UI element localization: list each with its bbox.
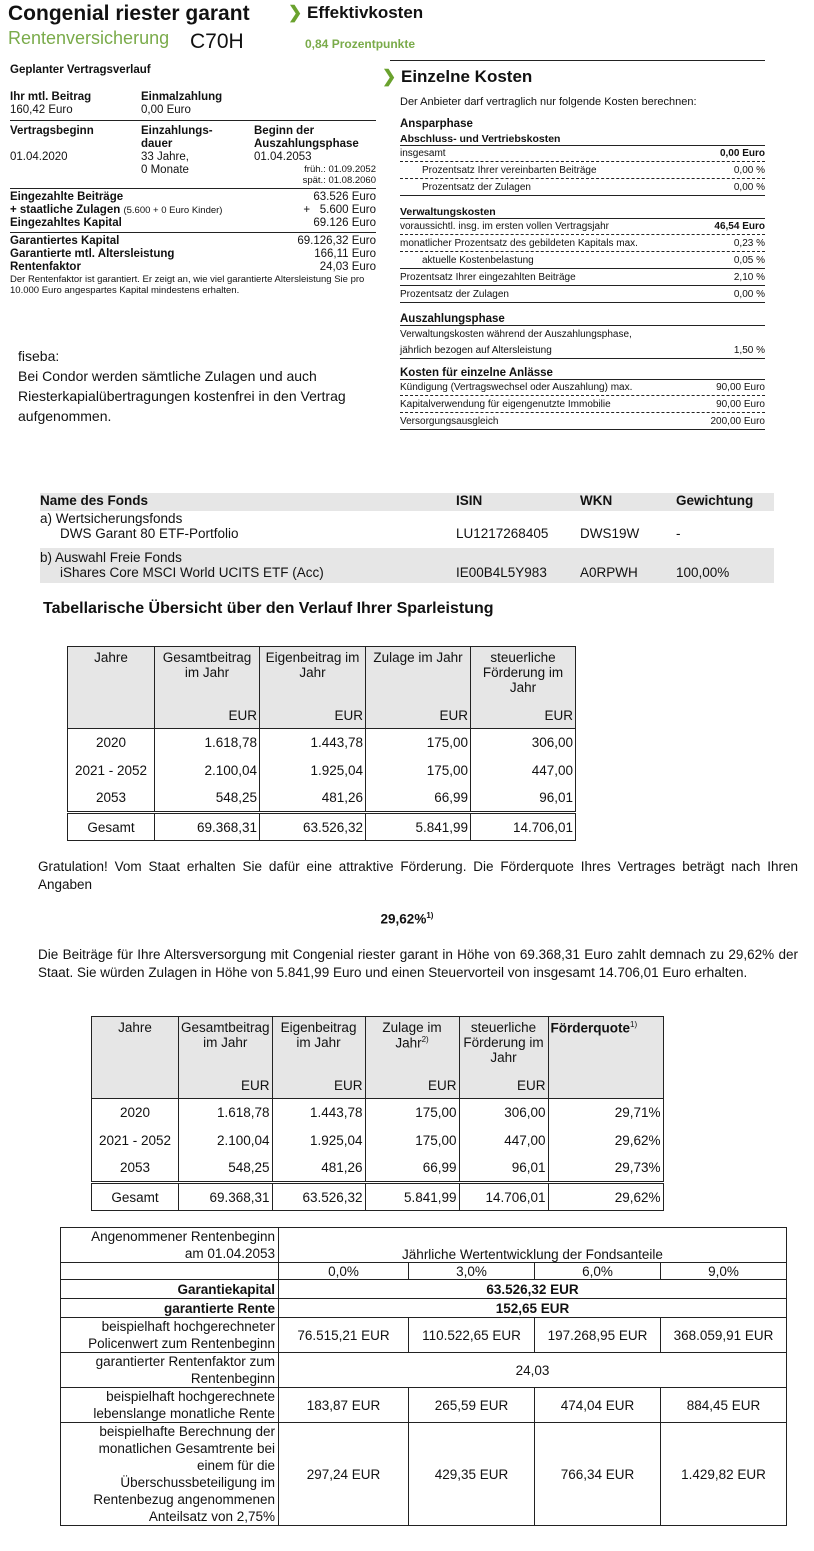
table-row: 2020 1.618,78 1.443,78 175,00 306,00 [68,729,576,757]
table-row: beispielhaft hochgerechneter Policenwert zum Rentenbeginn 76.515,21 EUR 110.522,65 EUR 197.268,95 EUR 368.059,91 EUR [61,1318,787,1353]
table-row: Garantiekapital 63.526,32 EUR [61,1280,787,1299]
table-row: 2020 1.618,78 1.443,78 175,00 306,00 29,71% [92,1099,664,1127]
product-title: Congenial riester garant [8,2,250,25]
col-header: Name des Fonds [40,493,149,508]
savings-table [67,646,576,841]
col-header: ISIN [456,493,483,508]
col-header: WKN [580,493,613,508]
divider [10,232,376,296]
row-value: 0,00 Euro [719,148,765,159]
kosten-row [400,286,765,303]
row-value: 0,00 % [733,164,765,176]
fund-row [40,565,774,583]
einmal-label: Einmalzahlung [141,91,223,103]
row-label: voraussichtl. insg. im ersten vollen Vertragsjahr [400,221,609,232]
kosten-row [400,269,765,286]
row-value: 1,50 % [733,344,765,356]
table-row: 2053 548,25 481,26 66,99 96,01 [68,785,576,813]
table-row: beispielhafte Berechnung der monatlichen Gesamtrente bei einem für die Überschussbeteiligung im Rentenbezug angenommenen Anteilsatz von 2,75% 297,24 EUR 429,35 EUR 766,34 EUR 1.429,82 EUR [61,1423,787,1526]
fund-wkn: A0RPWH [580,565,638,580]
dauer-value-2: 0 Monate [141,164,189,176]
chevron-right-icon: ❯ [288,3,303,22]
garkap-value: 69.126,32 Euro [297,235,376,247]
zulagen-note: (5.600 + 0 Euro Kinder) [123,205,223,216]
effektivkosten-value: 0,84 Prozentpunkte [305,37,416,51]
table-total-row: Gesamt 69.368,31 63.526,32 5.841,99 14.706,01 [68,813,576,841]
span-header: Jährliche Wertentwicklung der Fondsanteile [279,1228,787,1263]
plan-section [10,64,376,296]
frueh-date: früh.: 01.09.2052 [304,164,376,175]
col-header: Gesamtbeitrag im Jahr EUR [155,647,260,729]
col-header: Eigenbeitrag im Jahr EUR [260,647,366,729]
garmtl-value: 166,11 Euro [314,248,376,260]
garkap-label: Garantiertes Kapital [10,235,120,247]
ausz-label-2: Auszahlungsphase [254,138,359,150]
row-label: jährlich bezogen auf Altersleistung [400,344,552,356]
dauer-label: Einzahlungs- [141,125,213,137]
fund-group-b-block [40,548,774,583]
abschluss-heading: Abschluss- und Vertriebskosten [400,133,561,145]
kapital-label: Eingezahltes Kapital [10,217,122,229]
zulagen-label: + staatliche Zulagen [10,204,121,216]
gratulation-text: Gratulation! Vom Staat erhalten Sie dafür eine attraktive Förderung. Die Förderquote Ihres Vertrages beträgt nach Ihren Angaben [38,859,798,892]
row-value: 90,00 Euro [716,382,765,393]
eingezahlt-label: Eingezahlte Beiträge [10,191,124,203]
table-header-row [68,647,576,729]
foerderquote-value: 29,62%$^{1)}$ [380,911,434,927]
fund-name: DWS Garant 80 ETF-Portfolio [60,526,239,541]
col-header: Gewichtung [676,493,754,508]
einmal-value: 0,00 Euro [141,104,191,116]
row-label: Kapitalverwendung für eigengenutzte Immobilie [400,398,611,410]
table-row: garantierte Rente 152,65 EUR [61,1299,787,1318]
kosten-row [400,218,765,235]
row-value: 0,23 % [733,237,765,249]
row-value: 0,05 % [733,254,765,266]
fiseba-label: fiseba: [18,348,60,364]
table-row: 2021 - 2052 2.100,04 1.925,04 175,00 447,00 [68,757,576,785]
table-row: 2053 548,25 481,26 66,99 96,01 29,73% [92,1155,664,1183]
kapital-value: 69.126 Euro [313,217,376,229]
eingezahlt-value: 63.526 Euro [313,191,376,203]
fund-group-b: b) Auswahl Freie Fonds [40,550,182,565]
tariff-code: C70H [190,30,244,53]
auszahlungsphase-heading: Auszahlungsphase [400,313,505,325]
beitrag-value: 160,42 Euro [10,104,73,116]
fiseba-text: Bei Condor werden sämtliche Zulagen und auch Riesterkapialübertragungen kostenfrei in den Vertrag aufgenommen. [18,368,346,424]
col-header: Gesamtbeitrag im Jahr EUR [179,1017,273,1099]
kosten-row [400,252,765,269]
kosten-row [400,325,765,342]
kosten-row [400,179,765,196]
row-value: 0,00 % [733,181,765,193]
col-header: Eigenbeitrag im Jahr EUR [272,1017,365,1099]
table-row: 0,0% 3,0% 6,0% 9,0% [61,1263,787,1280]
fund-row [40,526,774,548]
kosten-row [400,342,765,359]
kosten-section [382,60,765,430]
col-header: Jahre [68,647,155,729]
dauer-label-2: dauer [141,138,173,150]
spaet-date: spät.: 01.08.2060 [302,175,376,186]
kosten-row [400,379,765,396]
verwaltung-heading: Verwaltungskosten [400,206,496,218]
table-total-row: Gesamt 69.368,31 63.526,32 5.841,99 14.706,01 29,62% [92,1183,664,1211]
kosten-heading [382,67,765,87]
ausz-label: Beginn der [254,125,315,137]
row-value: 46,54 Euro [714,221,765,232]
kosten-intro: Der Anbieter darf vertraglich nur folgende Kosten berechnen: [400,96,697,108]
beitrag-label: Ihr mtl. Beitrag [10,91,92,103]
fund-name: iShares Core MSCI World UCITS ETF (Acc) [60,565,324,580]
kosten-row [400,413,765,430]
fund-isin: LU1217268405 [456,526,549,541]
col-header: Jahre [92,1017,179,1099]
row-label: Prozentsatz Ihrer vereinbarten Beiträge [422,164,597,176]
effektivkosten-heading [288,3,423,23]
row-label: aktuelle Kostenbelastung [422,254,534,266]
row-label: Prozentsatz Ihrer eingezahlten Beiträge [400,271,576,283]
row-value: 90,00 Euro [716,398,765,410]
table-row: 2021 - 2052 2.100,04 1.925,04 175,00 447,00 29,62% [92,1127,664,1155]
fund-group-a: a) Wertsicherungsfonds [40,511,183,526]
row-label: insgesamt [400,148,446,159]
overview-title: Tabellarische Übersicht über den Verlauf Ihrer Sparleistung [43,600,494,617]
kosten-row [400,145,765,162]
anlaesse-heading: Kosten für einzelne Anlässe [400,367,553,379]
col-header: Förderquote$^{1)}$ [548,1017,663,1099]
fund-isin: IE00B4L5Y983 [456,565,547,580]
col-header: Zulage im Jahr$^{2)}$ EUR [365,1017,459,1099]
row-label: Kündigung (Vertragswechsel oder Auszahlung) max. [400,382,633,393]
chevron-right-icon: ❯ [382,67,397,86]
ansparphase-heading: Ansparphase [400,118,473,130]
row-label: monatlicher Prozentsatz des gebildeten Kapitals max. [400,237,638,249]
row-label: Prozentsatz der Zulagen [400,288,509,300]
divider [10,120,376,186]
projection-table [60,1227,787,1526]
divider [10,188,376,230]
table-row: beispielhaft hochgerechnete lebenslange monatliche Rente 183,87 EUR 265,59 EUR 474,04 EUR 884,45 EUR [61,1388,787,1423]
table-row [61,1228,787,1263]
col-header: steuerliche Förderung im Jahr EUR [471,647,576,729]
effektivkosten-title: Effektivkosten [306,3,424,22]
row-label: Verwaltungskosten während der Auszahlungsphase, [400,328,632,340]
beitraege-text: Die Beiträge für Ihre Altersversorgung mit Congenial riester garant in Höhe von 69.368,31 Euro zahlt demnach zu 29,62% der Staat. Sie würden Zulagen in Höhe von 5.841,99 Euro und einen Steuervorteil von insgesamt 14.706,01 Euro erhalten. [38,947,798,980]
rf-label: Rentenfaktor [10,261,81,273]
fiseba-note [18,346,398,426]
rf-note: Der Rentenfaktor ist garantiert. Er zeigt an, wie viel garantierte Altersleistung Sie pro 10.000 Euro angespartes Kapital mindestens erhalten. [10,274,365,296]
col-header: Zulage im Jahr EUR [366,647,471,729]
kosten-row [400,162,765,179]
row-value: 0,00 % [733,288,765,300]
funds-table [40,493,774,583]
row-label: Angenommener Rentenbeginn am 01.04.2053 [61,1228,279,1263]
zulagen-value: + 5.600 Euro [303,204,376,216]
row-value: 2,10 % [733,271,765,283]
funds-header [40,493,774,511]
col-header: steuerliche Förderung im Jahr EUR [459,1017,548,1099]
table-header-row [92,1017,664,1099]
row-value: 200,00 Euro [710,415,765,427]
rf-value: 24,03 Euro [319,261,376,273]
fund-weight: 100,00% [676,565,730,580]
ausz-value: 01.04.2053 [254,151,312,163]
fund-weight: - [676,526,681,541]
plan-heading: Geplanter Vertragsverlauf [10,64,151,76]
beginn-label: Vertragsbeginn [10,125,94,137]
garmtl-label: Garantierte mtl. Altersleistung [10,248,175,260]
table-row: garantierter Rentenfaktor zum Rentenbeginn 24,03 [61,1353,787,1388]
kosten-row [400,396,765,413]
product-subtitle: Rentenversicherung [8,28,170,48]
row-label: Prozentsatz der Zulagen [422,181,531,193]
fund-wkn: DWS19W [580,526,640,541]
beginn-value: 01.04.2020 [10,151,68,163]
foerderquote-table [91,1016,664,1211]
kosten-row [400,235,765,252]
dauer-value: 33 Jahre, [141,151,189,163]
row-label: Versorgungsausgleich [400,415,499,427]
kosten-title: Einzelne Kosten [400,67,533,86]
